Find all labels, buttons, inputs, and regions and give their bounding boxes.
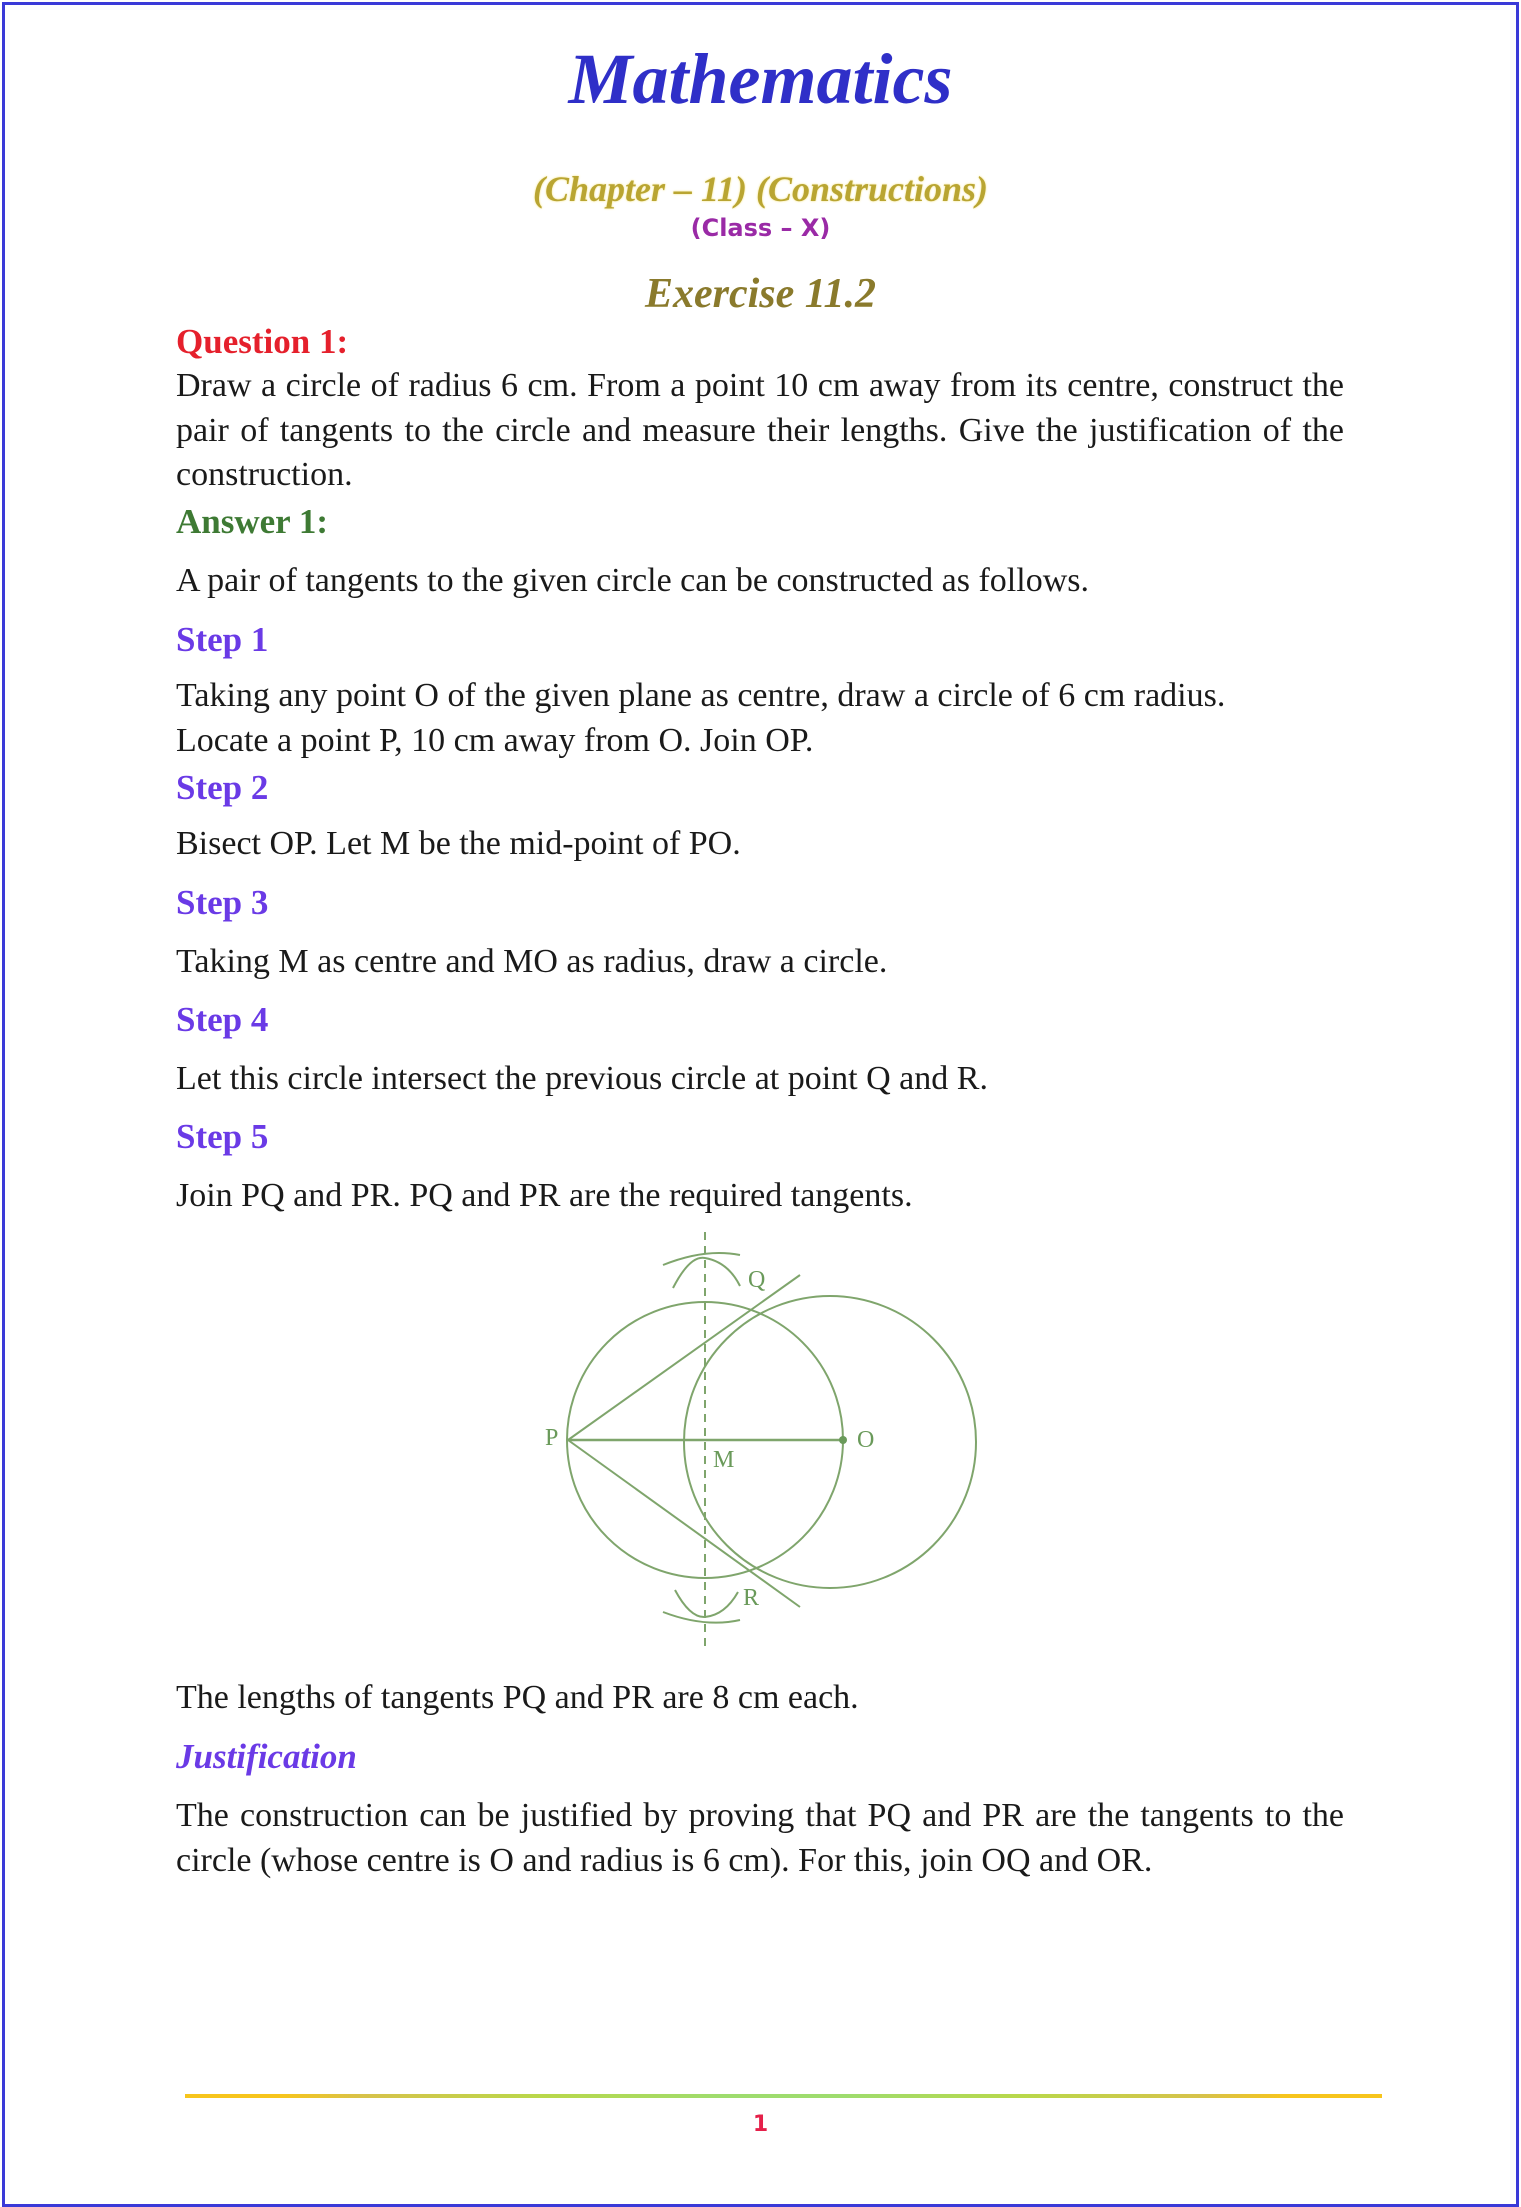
step-5-text: Join PQ and PR. PQ and PR are the required tangents. xyxy=(176,1177,913,1214)
footer-divider xyxy=(185,2094,1382,2098)
step-3-label: Step 3 xyxy=(176,883,269,922)
label-p: P xyxy=(545,1425,559,1451)
tangent-pq xyxy=(568,1275,800,1440)
step-2-label: Step 2 xyxy=(176,768,269,807)
answer-intro: A pair of tangents to the given circle can be constructed as follows. xyxy=(176,562,1089,599)
question-text: Draw a circle of radius 6 cm. From a point 10 cm away from its centre, construct the pair of tangents to the circle and measure their lengths. Give the justification of the construction. xyxy=(176,367,1344,493)
point-o xyxy=(839,1436,847,1444)
arc-bottom-2 xyxy=(675,1590,738,1617)
label-m: M xyxy=(713,1447,735,1473)
arc-top-2 xyxy=(673,1258,740,1288)
tangent-pr xyxy=(568,1440,800,1607)
step-1-text-line: Locate a point P, 10 cm away from O. Join OP. xyxy=(176,722,814,759)
page-title: Mathematics xyxy=(568,39,953,119)
label-r: R xyxy=(743,1585,760,1611)
justification-label: Justification xyxy=(176,1737,357,1776)
step-2-text: Bisect OP. Let M be the mid-point of PO. xyxy=(176,825,741,862)
label-q: Q xyxy=(748,1267,766,1293)
label-o: O xyxy=(857,1427,875,1453)
tangent-lengths: The lengths of tangents PQ and PR are 8 cm each. xyxy=(176,1679,859,1716)
answer-label: Answer 1: xyxy=(176,502,328,541)
step-4-text: Let this circle intersect the previous circle at point Q and R. xyxy=(176,1060,988,1097)
class-heading: (Class – X) xyxy=(690,214,831,242)
step-3-text: Taking M as centre and MO as radius, draw a circle. xyxy=(176,943,888,980)
page-number: 1 xyxy=(752,2112,769,2137)
question-label: Question 1: xyxy=(176,322,349,361)
arc-top-1 xyxy=(663,1253,740,1265)
exercise-heading: Exercise 11.2 xyxy=(645,271,876,317)
justification-text: The construction can be justified by proving that PQ and PR are the tangents to the circle (whose centre is O and radius is 6 cm). For this, join OQ and OR. xyxy=(176,1797,1344,1879)
step-4-label: Step 4 xyxy=(176,1000,269,1039)
step-1-text-line: Taking any point O of the given plane as centre, draw a circle of 6 cm radius. xyxy=(176,677,1226,714)
chapter-heading: (Chapter – 11) (Constructions) xyxy=(532,169,989,209)
step-5-label: Step 5 xyxy=(176,1117,269,1156)
step-1-label: Step 1 xyxy=(176,620,269,659)
circle-o xyxy=(684,1296,976,1588)
